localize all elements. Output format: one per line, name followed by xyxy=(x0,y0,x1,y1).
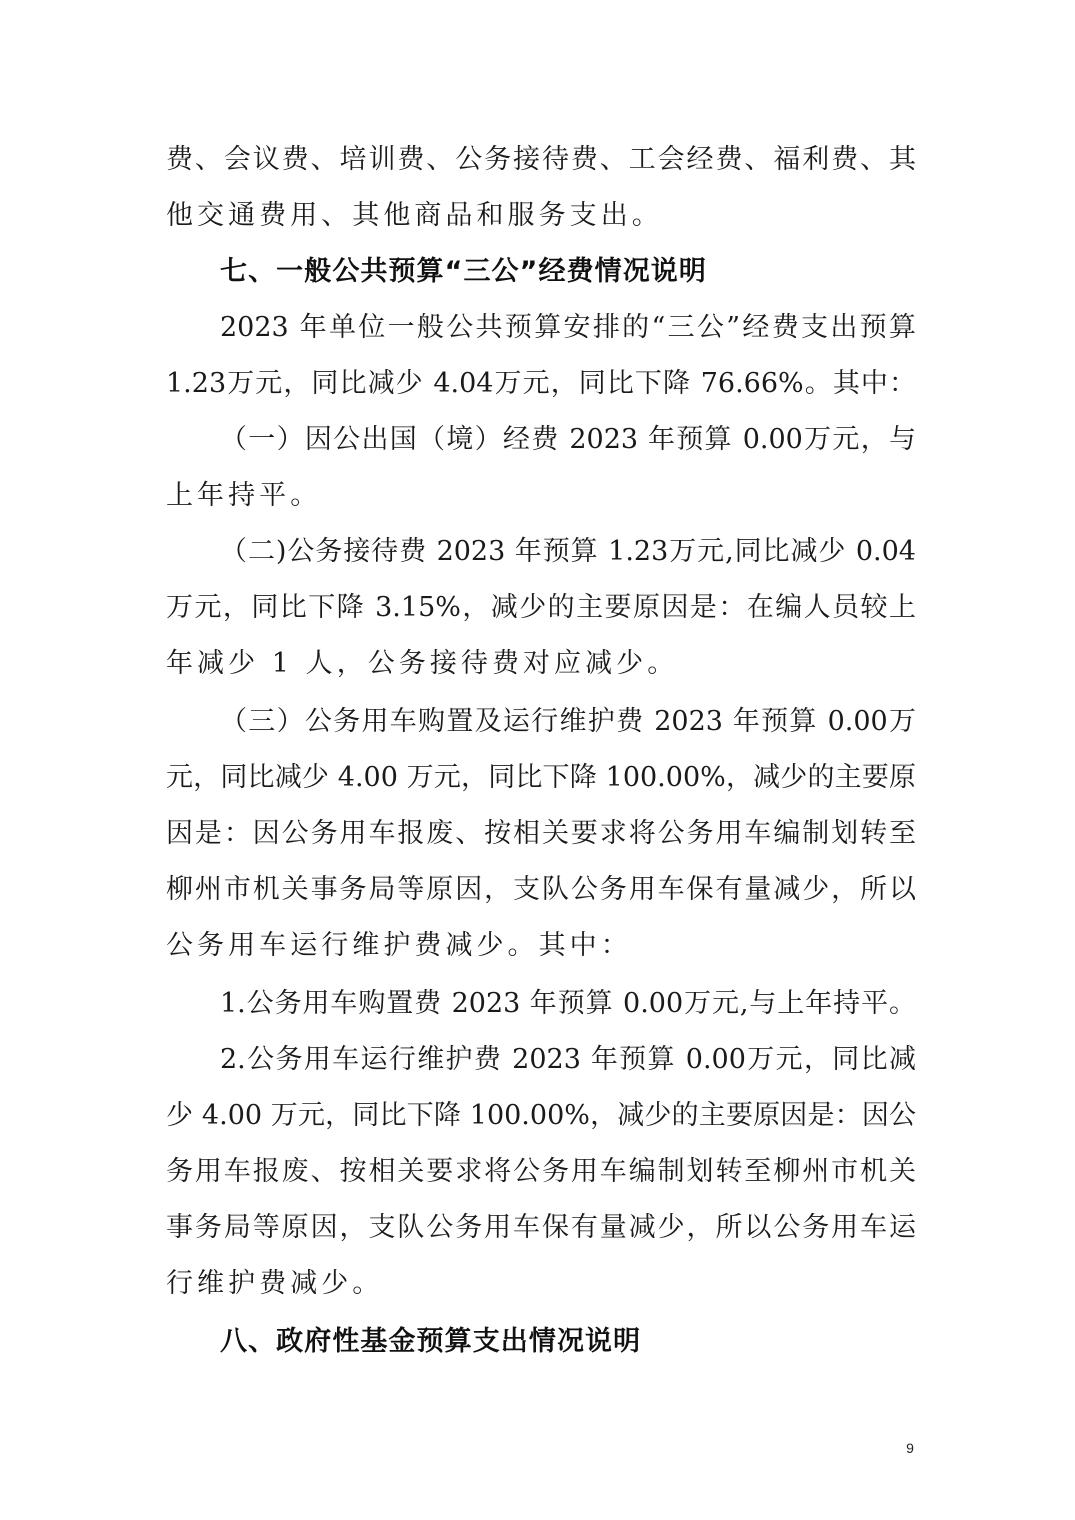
paragraph-line: 上年持平。 xyxy=(166,480,322,511)
paragraph-line: 公务用车运行维护费减少。其中： xyxy=(166,930,632,961)
paragraph-line: 2.公务用车运行维护费 2023 年预算 0.00万元，同比减 xyxy=(220,1044,916,1075)
paragraph-line: （一）因公出国（境）经费 2023 年预算 0.00万元，与 xyxy=(220,424,916,455)
paragraph-line: 1.公务用车购置费 2023 年预算 0.00万元,与上年持平。 xyxy=(220,988,916,1019)
paragraph-line: 事务局等原因，支队公务用车保有量减少，所以公务用车运 xyxy=(166,1212,916,1243)
section-heading-8: 八、政府性基金预算支出情况说明 xyxy=(220,1326,642,1357)
paragraph-line: 元，同比减少 4.00 万元，同比下降 100.00%，减少的主要原 xyxy=(166,762,916,793)
paragraph-line: 少 4.00 万元，同比下降 100.00%，减少的主要原因是：因公 xyxy=(166,1100,916,1131)
paragraph-line: 柳州市机关事务局等原因，支队公务用车保有量减少，所以 xyxy=(166,874,916,905)
paragraph-line: 2023 年单位一般公共预算安排的“三公”经费支出预算 xyxy=(220,312,916,343)
paragraph-line: 他交通费用、其他商品和服务支出。 xyxy=(166,200,663,231)
paragraph-line: 费、会议费、培训费、公务接待费、工会经费、福利费、其 xyxy=(166,144,916,175)
paragraph-line: 1.23万元，同比减少 4.04万元，同比下降 76.66%。其中： xyxy=(166,368,916,399)
paragraph-line: 务用车报废、按相关要求将公务用车编制划转至柳州市机关 xyxy=(166,1156,916,1187)
paragraph-line: 因是：因公务用车报废、按相关要求将公务用车编制划转至 xyxy=(166,818,916,849)
paragraph-line: 万元，同比下降 3.15%，减少的主要原因是：在编人员较上 xyxy=(166,592,916,623)
section-heading-7: 七、一般公共预算“三公”经费情况说明 xyxy=(220,256,707,287)
paragraph-line: 年减少 1 人，公务接待费对应减少。 xyxy=(166,648,679,679)
paragraph-line: 行维护费减少。 xyxy=(166,1268,384,1299)
paragraph-line: （二)公务接待费 2023 年预算 1.23万元,同比减少 0.04 xyxy=(220,536,916,567)
paragraph-line: （三）公务用车购置及运行维护费 2023 年预算 0.00万 xyxy=(220,706,916,737)
page-number: 9 xyxy=(906,1440,914,1456)
